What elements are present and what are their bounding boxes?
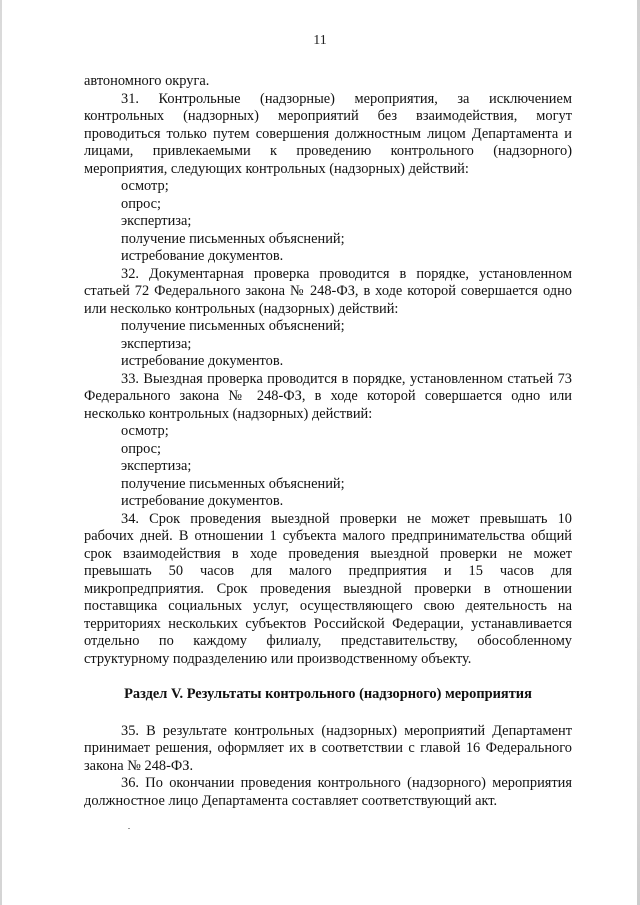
- list-item: экспертиза;: [121, 335, 192, 352]
- list-item: экспертиза;: [121, 458, 192, 474]
- list-item: получение письменных объяснений;: [121, 230, 345, 247]
- paragraph-33: 33. Выездная проверка проводится в порядке, установленном статьей 73 Федерального закона № 248-ФЗ, в ходе которой совершается одно или несколько контрольных (надзорных) действий:: [84, 370, 572, 422]
- list-item: экспертиза;: [121, 213, 192, 229]
- list-item: истребование документов.: [121, 493, 284, 509]
- section-heading: Раздел V. Результаты контрольного (надзорного) мероприятия: [124, 686, 532, 702]
- scan-speck: [128, 828, 130, 829]
- list-item: получение письменных объяснений;: [121, 475, 345, 492]
- list-item: истребование документов.: [121, 248, 284, 264]
- paragraph-35: 35. В результате контрольных (надзорных) мероприятий Департамент принимает решения, оформляет их в соответствии с главой 16 Федерального закона № 248-ФЗ.: [84, 722, 572, 774]
- paragraph-34: 34. Срок проведения выездной проверки не может превышать 10 рабочих дней. В отношении 1 субъекта малого предпринимательства общий срок взаимодействия в ходе проведения выездной проверки не может превышать 50 часов для малого предприятия и 15 часов для микропредприятия. Срок проведения выездной проверки в отношении поставщика социальных услуг, осуществляющего свою деятельность на территориях нескольких субъектов Российской Федерации, устанавливается отдельно по каждому филиалу, представительству, обособленному структурному подразделению или производственному объекту.: [84, 510, 572, 667]
- document-body: [84, 73, 572, 810]
- list-item: получение письменных объяснений;: [121, 318, 345, 334]
- scan-edge-left: [0, 0, 2, 905]
- paragraph-31: 31. Контрольные (надзорные) мероприятия, за исключением контрольных (надзорных) мероприятий без взаимодействия, могут проводиться только путем совершения должностным лицом Департамента и лицами, привлекаемыми к проведению контрольного (надзорного) мероприятия, следующих контрольных (надзорных) действий:: [84, 90, 572, 177]
- list-item: опрос;: [121, 195, 162, 212]
- list-item: опрос;: [121, 440, 162, 457]
- list-item: истребование документов.: [121, 353, 284, 369]
- paragraph-36: 36. По окончании проведения контрольного (надзорного) мероприятия должностное лицо Департамента составляет соответствующий акт.: [84, 775, 572, 809]
- page-number: 11: [313, 33, 327, 48]
- paragraph-continuation: автономного округа.: [84, 73, 210, 89]
- list-item: осмотр;: [121, 178, 169, 194]
- list-item: осмотр;: [121, 423, 169, 439]
- paragraph-32: 32. Документарная проверка проводится в порядке, установленном статьей 72 Федерального закона № 248-ФЗ, в ходе которой совершается одно или несколько контрольных (надзорных) действий:: [84, 265, 572, 317]
